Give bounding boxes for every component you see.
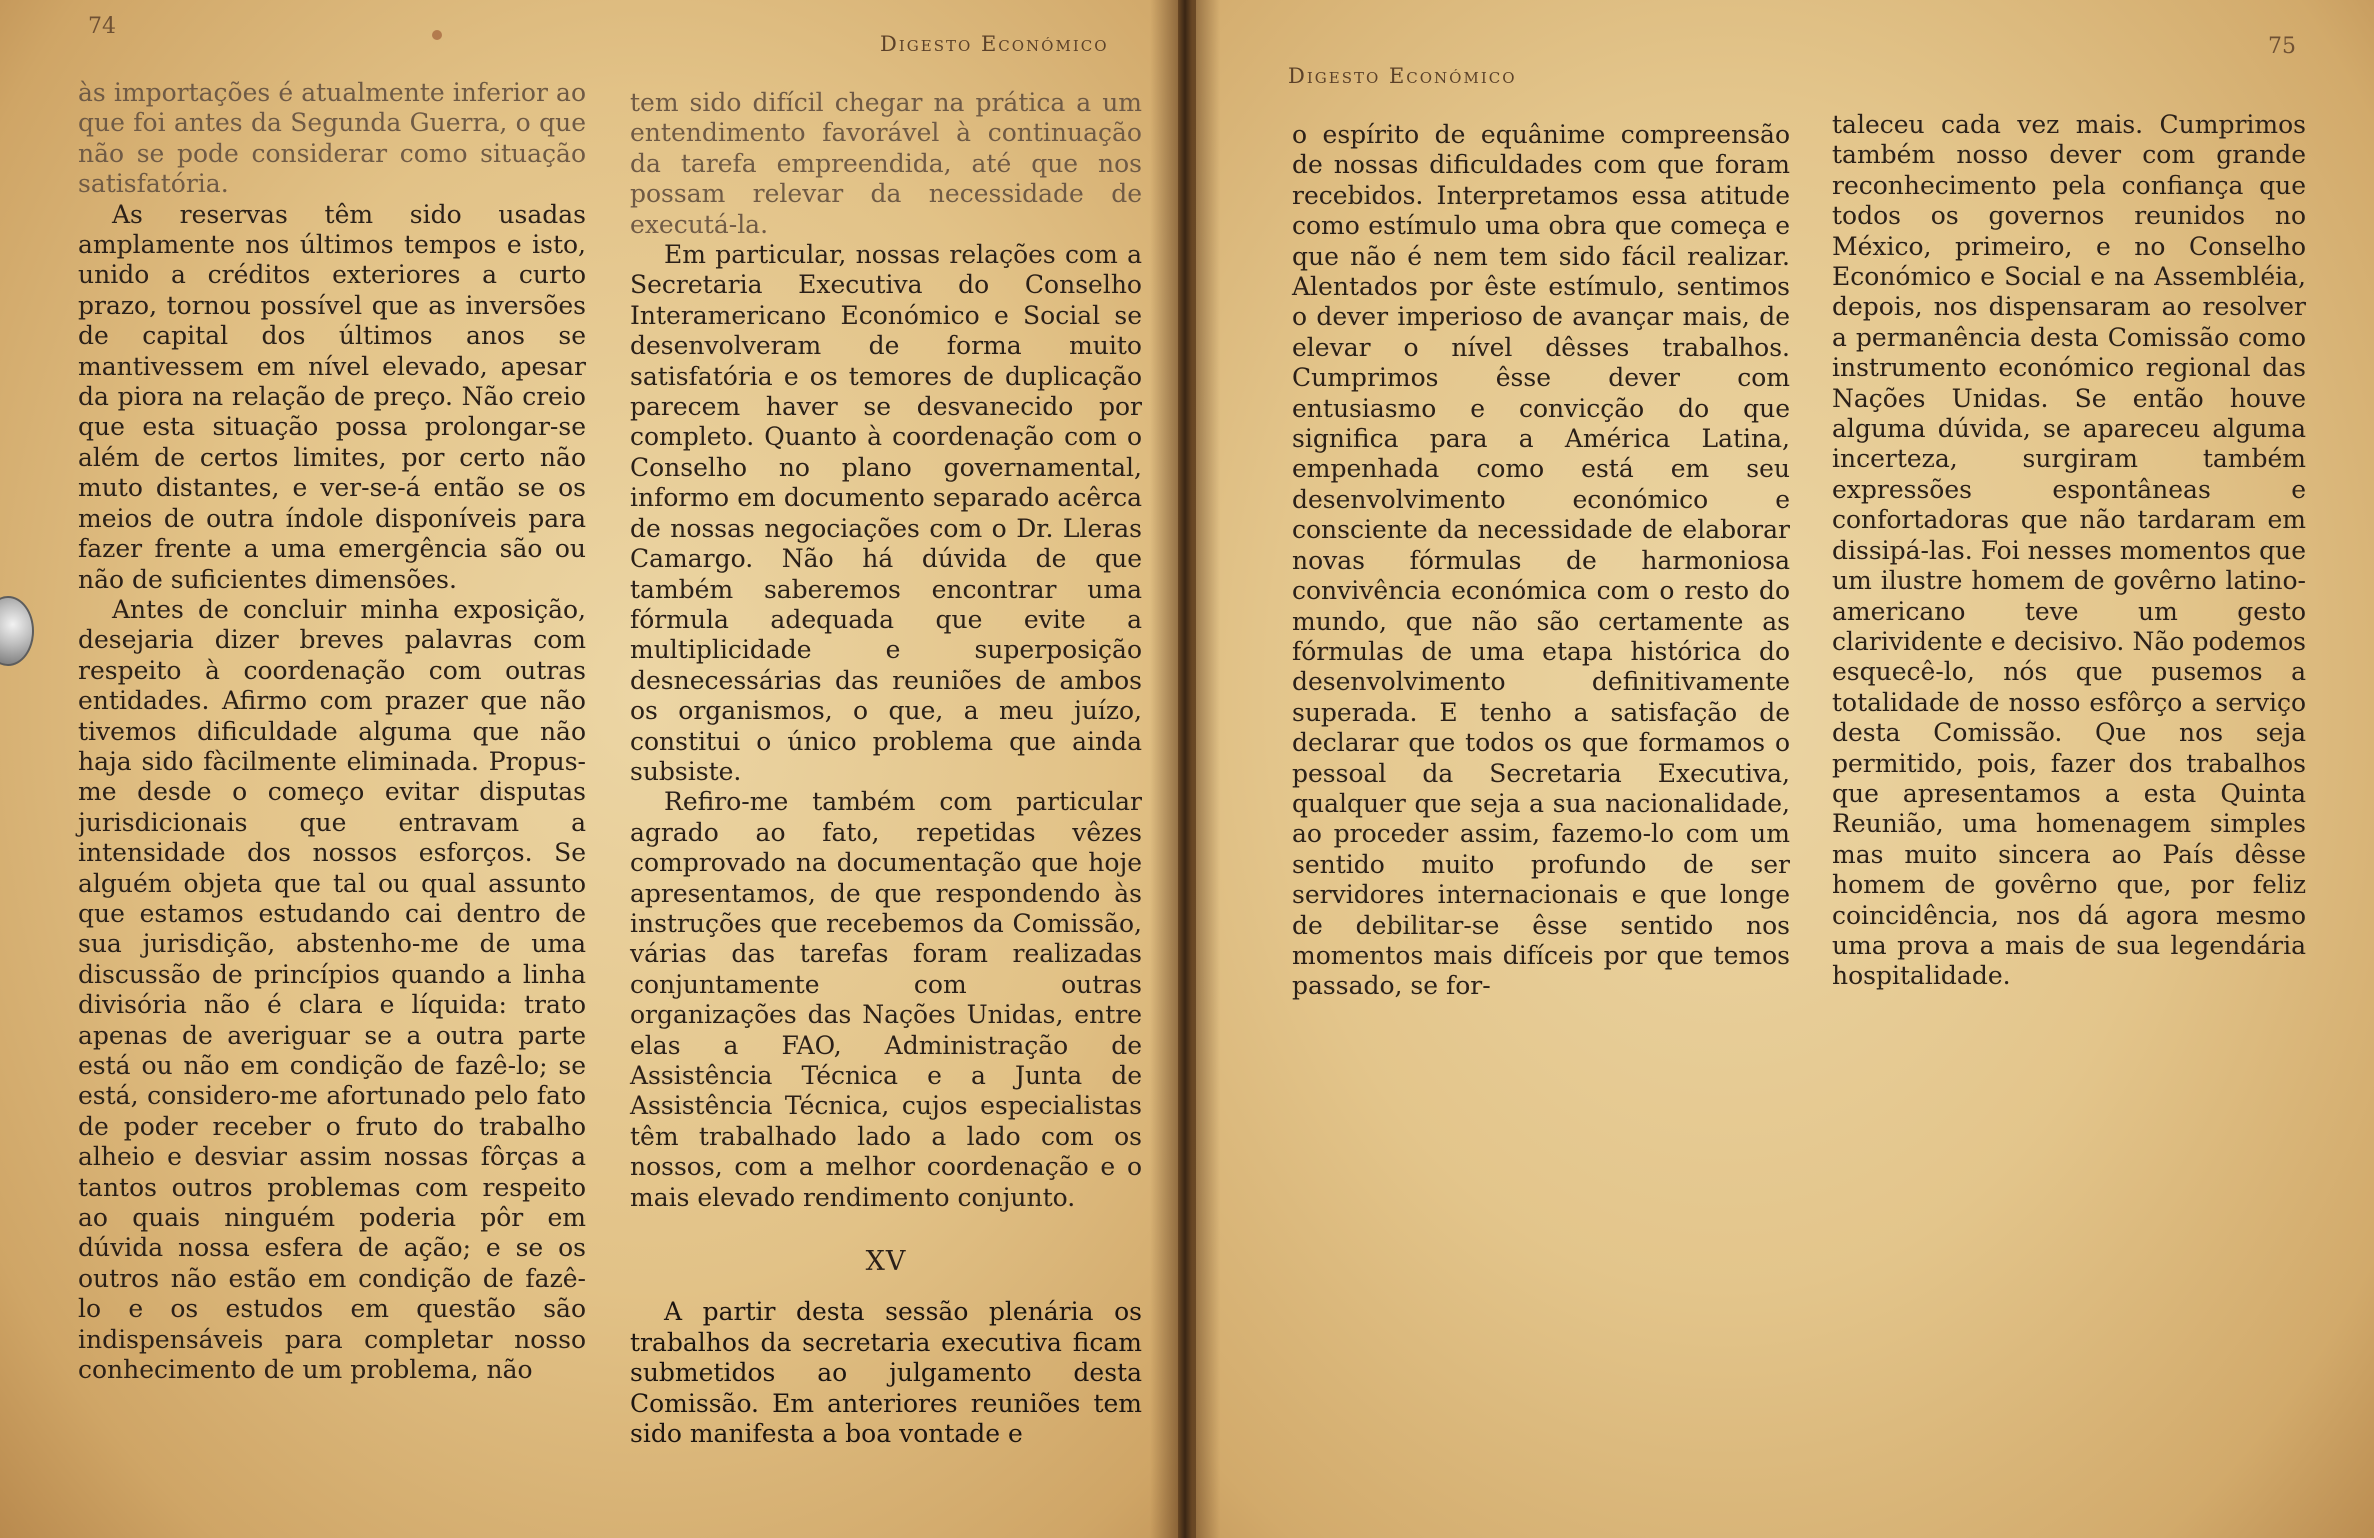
left-page (0, 0, 1178, 1538)
paragraph: Refiro-me também com particular agrado ao fato, repetidas vêzes comprovado na documentação que hoje apresentamos, de que respondendo às instruções que recebemos da Comissão, várias das tarefas foram realizadas conjuntamente com outras organizações das Nações Unidas, entre elas a FAO, Administração de Assistência Técnica e a Junta de Assistência Técnica, cujos especialistas têm trabalhado lado a lado com os nossos, com a melhor coordenação e o mais elevado rendimento conjunto. (630, 787, 1142, 1212)
paragraph: taleceu cada vez mais. Cumprimos também nosso dever com grande reconhecimento pela confiança que todos os governos reunidos no México, primeiro, e no Conselho Económico e Social e na Assembléia, depois, nos dispensaram ao resolver a permanência desta Comissão como instrumento económico regional das Nações Unidas. Se então houve alguma dúvida, se apareceu alguma incerteza, surgiram também expressões espontâneas e confortadoras que não tardaram em dissipá-las. Foi nesses momentos que um ilustre homem de govêrno latino-americano teve um gesto clarividente e decisivo. Não podemos esquecê-lo, nós que pusemos a totalidade de nosso esfôrço a serviço desta Comissão. Que nos seja permitido, pois, fazer dos trabalhos que apresentamos a esta Quinta Reunião, uma homenagem simples mas muito sincera ao País dêsse homem de govêrno que, por feliz coincidência, nos dá agora mesmo uma prova a mais de sua legendária hospitalidade. (1832, 110, 2306, 991)
section-heading: XV (865, 1246, 907, 1278)
right-page (1196, 0, 2374, 1538)
left-column-1 (78, 78, 586, 1385)
right-column-2 (1832, 110, 2306, 992)
binder-clip (0, 596, 34, 666)
ink-spot (432, 30, 442, 40)
paragraph: As reservas têm sido usadas amplamente nos últimos tempos e isto, unido a créditos exteriores a curto prazo, tornou possível que as inversões de capital dos últimos anos se mantivessem em nível elevado, apesar da piora na relação de preço. Não creio que esta situação possa prolongar-se além de certos limites, por certo não muto distantes, e ver-se-á então se os meios de outra índole disponíveis para fazer frente a uma emergência são ou não de suficientes dimensões. (78, 199, 586, 594)
paragraph: Antes de concluir minha exposição, desejaria dizer breves palavras com respeito à coordenação com outras entidades. Afirmo com prazer que não tivemos dificuldade alguma que não haja sido fàcilmente eliminada. Propus-me desde o começo evitar disputas jurisdicionais que entravam a intensidade dos nossos esforços. Se alguém objeta que tal ou qual assunto que estamos estudando cai dentro de sua jurisdição, abstenho-me de uma discussão de princípios quando a linha divisória não é clara e líquida: trato apenas de averiguar se a outra parte está ou não em condição de fazê-lo; se está, considero-me afortunado pelo fato de poder receber o fruto do trabalho alheio e desviar assim nossas fôrças a tantos outros problemas com respeito ao quais ninguém poderia pôr em dúvida nossa esfera de ação; e se os outros não estão em condição de fazê-lo e os estudos em questão são indispensáveis para completar nosso conhecimento de um problema, não (78, 594, 586, 1385)
right-column-1 (1292, 120, 1790, 1002)
paragraph: Em particular, nossas relações com a Secretaria Executiva do Conselho Interamericano Económico e Social se desenvolveram de forma muito satisfatória e os temores de duplicação parecem haver se desvanecido por completo. Quanto à coordenação com o Conselho no plano governamental, informo em documento separado acêrca de nossas negociações com o Dr. Lleras Camargo. Não há dúvida de que também saberemos encontrar uma fórmula adequada que evite a multiplicidade e superposição desnecessárias das reuniões de ambos os organismos, o que, a meu juízo, constitui o único problema que ainda subsiste. (630, 240, 1142, 786)
running-header-right: Digesto Económico (1288, 64, 1517, 88)
paragraph: tem sido difícil chegar na prática a um entendimento favorável à continuação da tarefa empreendida, até que nos possam relevar da necessidade de executá-la. (630, 88, 1142, 239)
page-number-left: 74 (88, 14, 116, 39)
paragraph: às importações é atualmente inferior ao que foi antes da Segunda Guerra, o que não se pode considerar como situação satisfatória. (78, 78, 586, 199)
paragraph: o espírito de equânime compreensão de nossas dificuldades com que foram recebidos. Interpretamos essa atitude como estímulo uma obra que começa e que não é nem tem sido fácil realizar. Alentados por êste estímulo, sentimos o dever imperioso de avançar mais, de elevar o nível dêsses trabalhos. Cumprimos êsse dever com entusiasmo e convicção do que significa para a América Latina, empenhada como está em seu desenvolvimento económico e consciente da necessidade de elaborar novas fórmulas de harmoniosa convivência económica com o resto do mundo, que não são certamente as fórmulas de uma etapa histórica do desenvolvimento definitivamente superada. E tenho a satisfação de declarar que todos os que formamos o pessoal da Secretaria Executiva, qualquer que seja a sua nacionalidade, ao proceder assim, fazemo-lo com um sentido muito profundo de ser servidores internacionais e que longe de debilitar-se êsse sentido nos momentos mais difíceis por que temos passado, se for- (1292, 120, 1790, 1001)
left-column-2 (630, 88, 1142, 1449)
book-gutter (1150, 0, 1220, 1538)
running-header-left: Digesto Económico (880, 32, 1109, 56)
page-number-right: 75 (2268, 34, 2296, 59)
paragraph: A partir desta sessão plenária os trabalhos da secretaria executiva ficam submetidos ao julgamento desta Comissão. Em anteriores reuniões tem sido manifesta a boa vontade e (630, 1297, 1142, 1449)
